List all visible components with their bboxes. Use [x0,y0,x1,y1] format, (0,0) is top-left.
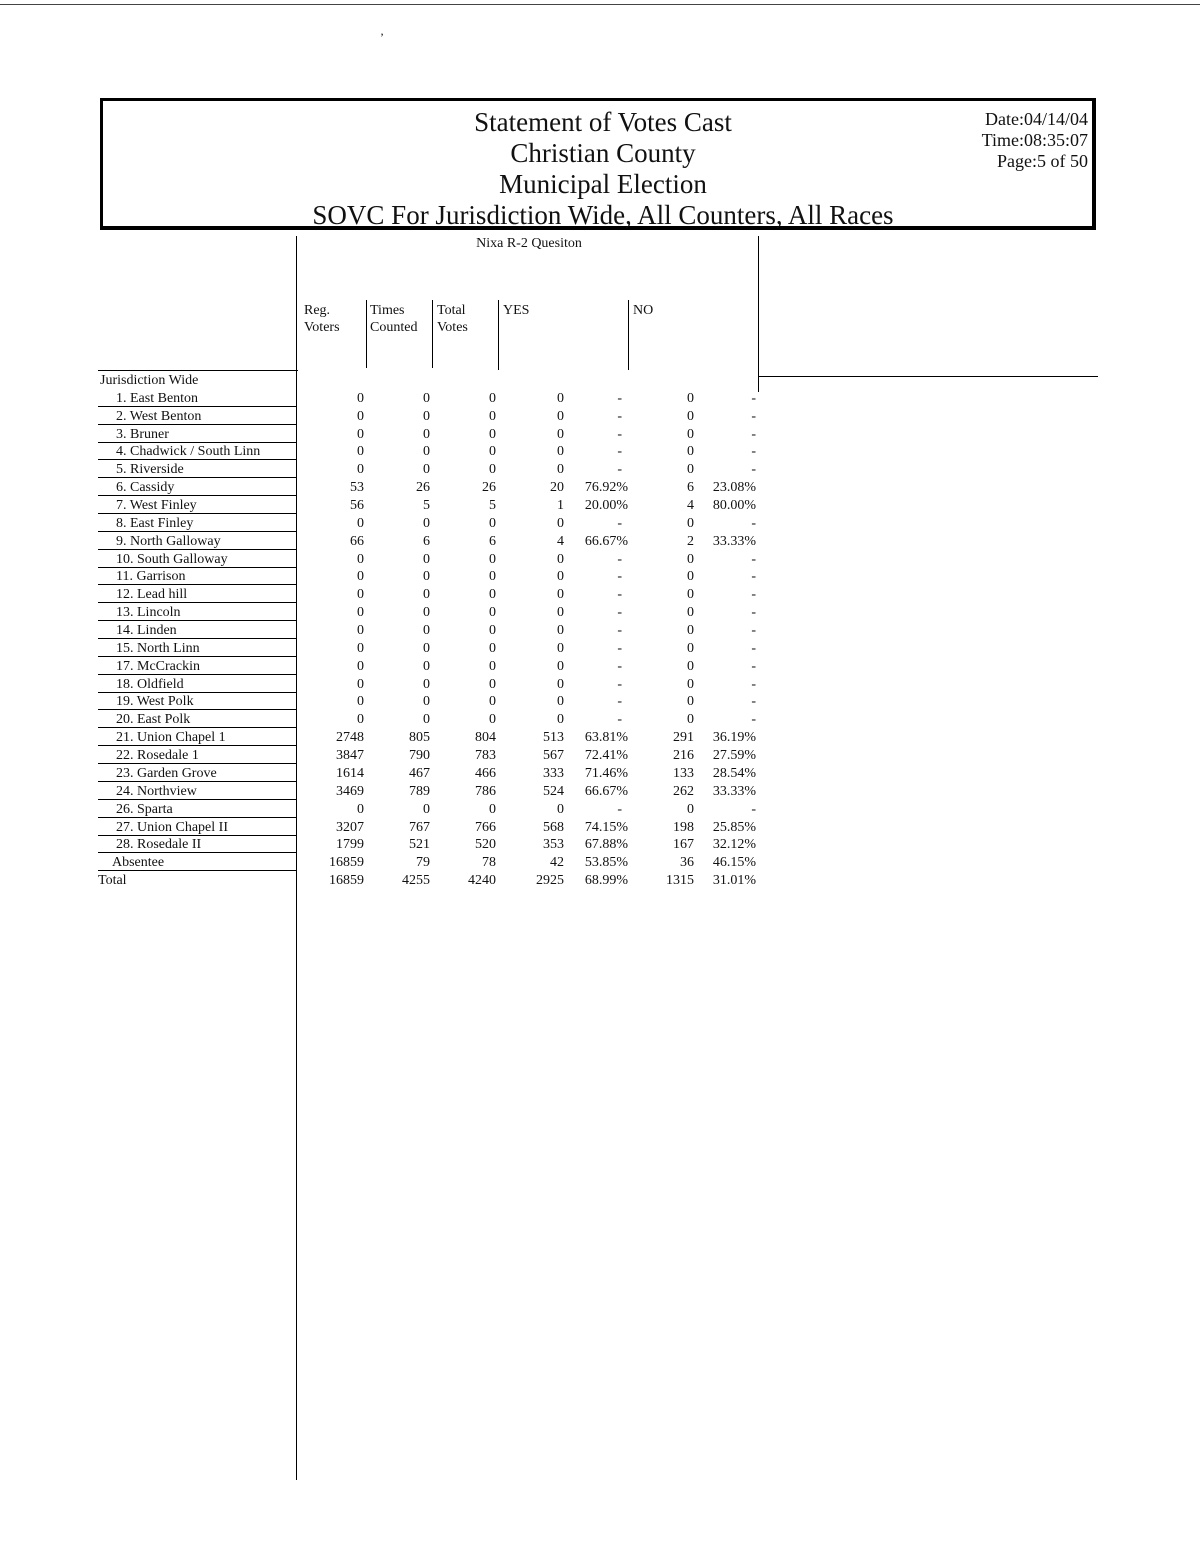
precinct-name: 1. East Benton [98,390,296,407]
cell-no-pct: - [751,658,756,674]
col-sep-2 [432,300,433,368]
cell-total: 0 [489,712,496,728]
cell-yes-pct: - [617,587,622,603]
cell-no: 0 [687,801,694,817]
report-meta [982,109,1088,172]
report-header [100,98,1096,230]
cell-times: 0 [423,426,430,442]
cell-total: 0 [489,462,496,478]
cell-yes: 333 [543,765,564,781]
cell-times: 805 [409,730,430,746]
cell-reg: 0 [357,587,364,603]
table-row [98,497,798,515]
table-row [98,443,798,461]
col-reg-voters-line1: Reg. [304,303,331,318]
cell-yes-pct: 67.88% [584,837,628,853]
cell-no: 0 [687,658,694,674]
col-times-counted-line2: Counted [370,320,418,335]
col-reg-voters [304,302,340,336]
cell-no-pct: - [751,426,756,442]
cell-yes: 0 [557,551,564,567]
cell-total: 0 [489,640,496,656]
col-sep-4 [628,300,629,370]
cell-yes-pct: - [617,623,622,639]
cell-reg: 0 [357,694,364,710]
cell-no-pct: - [751,390,756,406]
cell-yes: 524 [543,783,564,799]
cell-times: 0 [423,623,430,639]
cell-no: 0 [687,640,694,656]
cell-no: 291 [673,730,694,746]
col-sep-1 [366,300,367,368]
precinct-name: 3. Bruner [98,426,296,443]
precinct-name: 15. North Linn [98,640,296,657]
precinct-name: 8. East Finley [98,515,296,532]
cell-reg: 1614 [336,765,364,781]
cell-total: 783 [475,748,496,764]
cell-reg: 56 [350,498,364,514]
cell-times: 0 [423,444,430,460]
scan-edge-line [0,4,1200,5]
cell-no-pct: 36.19% [712,730,756,746]
precinct-name: Absentee [98,854,296,871]
col-sep-3 [498,300,499,370]
col-total-votes-line2: Votes [437,320,468,335]
table-row [98,533,798,551]
cell-yes: 0 [557,462,564,478]
precinct-name: 4. Chadwick / South Linn [98,443,296,460]
cell-total: 786 [475,783,496,799]
cell-yes-pct: - [617,444,622,460]
cell-no-pct: 25.85% [712,819,756,835]
cell-no-pct: 27.59% [712,748,756,764]
col-yes: YES [503,303,530,318]
cell-reg: 0 [357,712,364,728]
cell-no: 262 [673,783,694,799]
cell-no-pct: - [751,801,756,817]
cell-total: 0 [489,551,496,567]
cell-yes: 2925 [536,873,564,889]
col-no: NO [633,303,654,318]
cell-total: 466 [475,765,496,781]
cell-yes-pct: - [617,640,622,656]
precinct-name: 17. McCrackin [98,658,296,675]
cell-no: 0 [687,408,694,424]
table-row [98,676,798,694]
cell-total: 0 [489,658,496,674]
cell-reg: 0 [357,658,364,674]
cell-yes-pct: 71.46% [584,765,628,781]
cell-yes-pct: - [617,694,622,710]
cell-yes: 0 [557,569,564,585]
report-date: Date:04/14/04 [985,109,1088,129]
race-rule-right [758,376,1098,377]
table-row [98,604,798,622]
cell-times: 4255 [402,873,430,889]
cell-yes: 1 [557,498,564,514]
cell-times: 0 [423,801,430,817]
cell-total: 5 [489,498,496,514]
cell-reg: 0 [357,515,364,531]
table-row [98,586,798,604]
title-line-2: Christian County [510,138,696,168]
cell-reg: 0 [357,444,364,460]
table-row [98,408,798,426]
cell-no-pct: - [751,623,756,639]
cell-no-pct: 80.00% [712,498,756,514]
cell-yes-pct: - [617,408,622,424]
cell-reg: 16859 [329,873,364,889]
cell-times: 0 [423,551,430,567]
cell-yes-pct: 66.67% [584,783,628,799]
cell-yes-pct: 66.67% [584,533,628,549]
cell-yes: 353 [543,837,564,853]
section-rule-top [98,370,298,371]
cell-reg: 3847 [336,748,364,764]
report-page: Page:5 of 50 [997,151,1088,171]
cell-reg: 0 [357,605,364,621]
race-right-border [758,236,759,380]
cell-times: 0 [423,587,430,603]
cell-times: 467 [409,765,430,781]
cell-reg: 0 [357,426,364,442]
cell-times: 789 [409,783,430,799]
cell-times: 0 [423,658,430,674]
precinct-name: 19. West Polk [98,693,296,710]
scan-speck: ’ [380,30,384,44]
cell-yes: 0 [557,408,564,424]
cell-yes: 0 [557,712,564,728]
total-row [98,872,798,890]
cell-yes: 0 [557,390,564,406]
cell-no: 0 [687,515,694,531]
table-row [98,801,798,819]
table-row [98,729,798,747]
cell-times: 0 [423,515,430,531]
cell-times: 0 [423,676,430,692]
precinct-name: 27. Union Chapel II [98,819,296,836]
cell-no: 0 [687,694,694,710]
table-row [98,836,798,854]
cell-times: 790 [409,748,430,764]
cell-total: 0 [489,605,496,621]
cell-times: 521 [409,837,430,853]
cell-no-pct: - [751,462,756,478]
cell-yes-pct: - [617,605,622,621]
cell-yes: 0 [557,444,564,460]
cell-times: 767 [409,819,430,835]
cell-no: 0 [687,605,694,621]
precinct-name: 20. East Polk [98,711,296,728]
cell-total: 804 [475,730,496,746]
cell-yes: 0 [557,658,564,674]
cell-reg: 3469 [336,783,364,799]
cell-yes: 0 [557,694,564,710]
table-row [98,783,798,801]
table-row [98,568,798,586]
precinct-name: 28. Rosedale II [98,836,296,853]
cell-times: 0 [423,640,430,656]
precinct-name: 7. West Finley [98,497,296,514]
table-row [98,693,798,711]
cell-times: 0 [423,390,430,406]
cell-no: 167 [673,837,694,853]
cell-times: 0 [423,694,430,710]
cell-no-pct: 31.01% [712,873,756,889]
cell-total: 0 [489,623,496,639]
cell-yes-pct: 20.00% [584,498,628,514]
cell-total: 520 [475,837,496,853]
cell-times: 0 [423,605,430,621]
cell-times: 6 [423,533,430,549]
precinct-name: 11. Garrison [98,568,296,585]
col-reg-voters-line2: Voters [304,320,340,335]
table-row [98,819,798,837]
cell-no-pct: 23.08% [712,480,756,496]
cell-yes-pct: - [617,515,622,531]
precinct-name: 23. Garden Grove [98,765,296,782]
col-total-votes-line1: Total [437,303,466,318]
cell-no: 0 [687,426,694,442]
precinct-name: 21. Union Chapel 1 [98,729,296,746]
cell-no-pct: - [751,694,756,710]
table-row [98,640,798,658]
cell-reg: 0 [357,640,364,656]
cell-total: 0 [489,801,496,817]
cell-no-pct: - [751,605,756,621]
table-row [98,479,798,497]
cell-no: 2 [687,533,694,549]
cell-no-pct: 32.12% [712,837,756,853]
precinct-name: 9. North Galloway [98,533,296,550]
precinct-name: 18. Oldfield [98,676,296,693]
cell-yes: 0 [557,801,564,817]
cell-no-pct: - [751,587,756,603]
cell-no-pct: - [751,444,756,460]
cell-reg: 0 [357,462,364,478]
cell-no-pct: - [751,551,756,567]
precinct-name: 2. West Benton [98,408,296,425]
cell-no-pct: - [751,515,756,531]
cell-yes: 0 [557,623,564,639]
cell-yes: 0 [557,640,564,656]
table-row [98,854,798,872]
title-line-4: SOVC For Jurisdiction Wide, All Counters, All Races [312,200,894,230]
table-row [98,551,798,569]
precinct-name: 13. Lincoln [98,604,296,621]
cell-yes: 568 [543,819,564,835]
cell-reg: 53 [350,480,364,496]
cell-yes-pct: - [617,462,622,478]
cell-total: 78 [482,855,496,871]
cell-reg: 0 [357,623,364,639]
report-time: Time:08:35:07 [981,130,1088,150]
cell-total: 4240 [468,873,496,889]
cell-no-pct: - [751,640,756,656]
cell-times: 0 [423,462,430,478]
table-row [98,711,798,729]
table-row [98,426,798,444]
cell-yes: 567 [543,748,564,764]
cell-no-pct: - [751,408,756,424]
cell-yes-pct: - [617,551,622,567]
cell-total: 0 [489,390,496,406]
cell-yes-pct: - [617,801,622,817]
cell-no: 133 [673,765,694,781]
cell-no-pct: 28.54% [712,765,756,781]
table-row [98,658,798,676]
cell-total: 0 [489,426,496,442]
cell-yes: 0 [557,676,564,692]
table-row [98,390,798,408]
col-total-votes [437,302,468,336]
precinct-name: 22. Rosedale 1 [98,747,296,764]
cell-yes-pct: - [617,712,622,728]
precinct-name: 12. Lead hill [98,586,296,603]
cell-reg: 0 [357,801,364,817]
cell-yes: 42 [550,855,564,871]
cell-no-pct: - [751,712,756,728]
cell-reg: 0 [357,408,364,424]
cell-total: 0 [489,587,496,603]
title-line-1: Statement of Votes Cast [474,107,732,137]
cell-reg: 0 [357,569,364,585]
precinct-name: 14. Linden [98,622,296,639]
table-row [98,747,798,765]
cell-yes-pct: - [617,676,622,692]
cell-yes-pct: 72.41% [584,748,628,764]
cell-no: 198 [673,819,694,835]
cell-yes: 0 [557,587,564,603]
cell-total: 26 [482,480,496,496]
cell-no-pct: 33.33% [712,533,756,549]
cell-no-pct: - [751,569,756,585]
cell-no: 6 [687,480,694,496]
cell-total: 0 [489,676,496,692]
table-row [98,461,798,479]
cell-no-pct: 46.15% [712,855,756,871]
cell-no: 1315 [666,873,694,889]
cell-no-pct: - [751,676,756,692]
cell-reg: 0 [357,676,364,692]
cell-no: 0 [687,462,694,478]
cell-total: 0 [489,444,496,460]
cell-no-pct: 33.33% [712,783,756,799]
precinct-name: 10. South Galloway [98,551,296,568]
cell-yes: 20 [550,480,564,496]
cell-reg: 1799 [336,837,364,853]
cell-times: 0 [423,408,430,424]
cell-reg: 66 [350,533,364,549]
col-times-counted-line1: Times [370,303,405,318]
cell-yes-pct: 76.92% [584,480,628,496]
cell-times: 0 [423,569,430,585]
cell-total: 6 [489,533,496,549]
table-row [98,515,798,533]
precinct-name: 5. Riverside [98,461,296,478]
cell-yes-pct: 74.15% [584,819,628,835]
cell-total: 766 [475,819,496,835]
cell-yes-pct: - [617,426,622,442]
race-title: Nixa R-2 Quesiton [476,236,582,251]
cell-total: 0 [489,408,496,424]
cell-reg: 16859 [329,855,364,871]
precinct-name: 24. Northview [98,783,296,800]
cell-reg: 0 [357,390,364,406]
cell-yes-pct: - [617,658,622,674]
cell-yes-pct: 53.85% [584,855,628,871]
cell-no: 0 [687,569,694,585]
table-row [98,765,798,783]
cell-no: 0 [687,551,694,567]
table-row [98,622,798,640]
cell-yes: 513 [543,730,564,746]
title-line-3: Municipal Election [499,169,707,199]
cell-no: 0 [687,676,694,692]
precinct-name: 6. Cassidy [98,479,296,496]
cell-yes-pct: 63.81% [584,730,628,746]
cell-yes: 0 [557,426,564,442]
cell-no: 4 [687,498,694,514]
cell-yes: 4 [557,533,564,549]
cell-yes-pct: - [617,569,622,585]
cell-times: 5 [423,498,430,514]
total-label: Total [98,873,127,889]
cell-yes: 0 [557,515,564,531]
cell-no: 36 [680,855,694,871]
cell-times: 79 [416,855,430,871]
cell-reg: 2748 [336,730,364,746]
cell-reg: 3207 [336,819,364,835]
cell-reg: 0 [357,551,364,567]
cell-times: 26 [416,480,430,496]
cell-no: 0 [687,444,694,460]
col-times-counted [370,302,417,336]
cell-total: 0 [489,569,496,585]
cell-yes: 0 [557,605,564,621]
cell-yes-pct: 68.99% [584,873,628,889]
cell-times: 0 [423,712,430,728]
precinct-name: 26. Sparta [98,801,296,818]
cell-yes-pct: - [617,390,622,406]
cell-no: 0 [687,587,694,603]
report-title [293,107,913,231]
cell-no: 0 [687,390,694,406]
cell-no: 0 [687,712,694,728]
cell-total: 0 [489,694,496,710]
cell-no: 216 [673,748,694,764]
cell-total: 0 [489,515,496,531]
cell-no: 0 [687,623,694,639]
section-label: Jurisdiction Wide [100,373,199,388]
